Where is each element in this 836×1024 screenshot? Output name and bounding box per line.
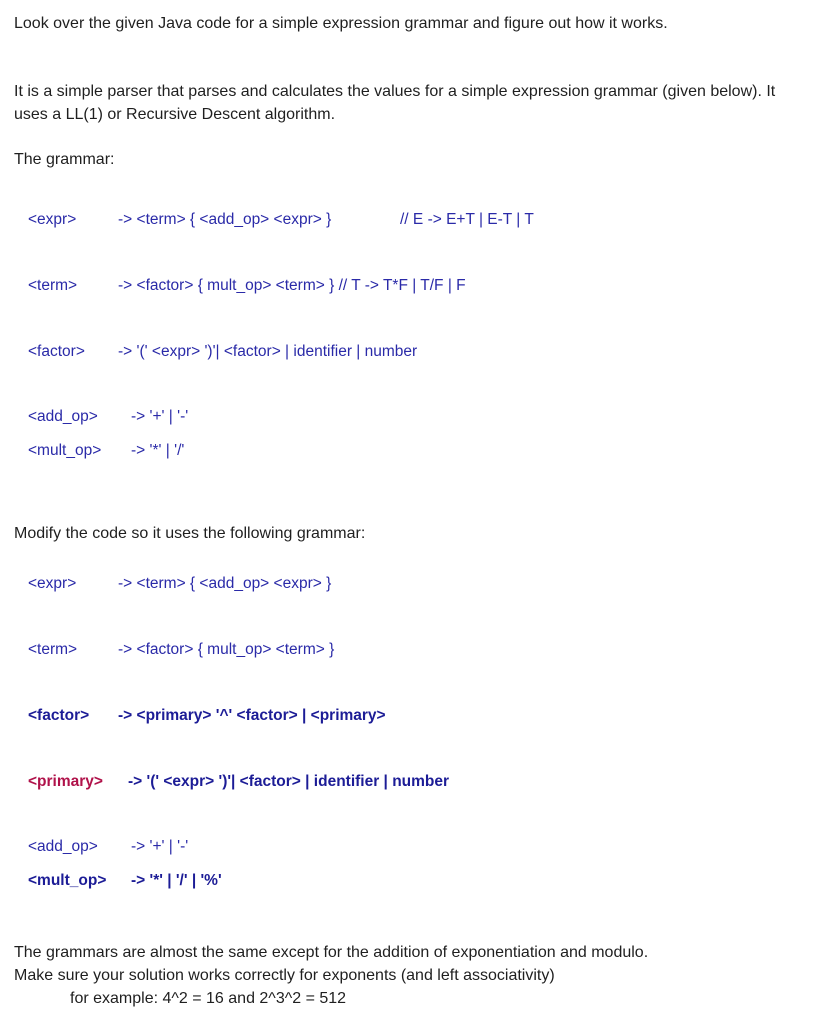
g1-multop-name: <mult_op>	[28, 442, 102, 459]
grammar-heading: The grammar:	[14, 151, 115, 168]
g1-addop-name: <add_op>	[28, 408, 98, 425]
description-line-1: It is a simple parser that parses and calculates the values for a simple expression grammar (given below). It	[14, 83, 776, 100]
closing-line-2: Make sure your solution works correctly for exponents (and left associativity)	[14, 967, 555, 984]
g1-term-name: <term>	[28, 277, 78, 294]
g1-addop-rule: -> '+' | '-'	[131, 408, 189, 425]
g2-addop-name: <add_op>	[28, 838, 98, 855]
g2-primary-rule: -> '(' <expr> ')'| <factor> | identifier | number	[128, 773, 450, 790]
g1-factor-rule: -> '(' <expr> ')'| <factor> | identifier | number	[118, 343, 418, 360]
g2-multop-name: <mult_op>	[28, 872, 107, 889]
modify-heading: Modify the code so it uses the following grammar:	[14, 525, 366, 542]
g2-expr-rule: -> <term> { <add_op> <expr> }	[118, 575, 332, 592]
description-line-2: uses a LL(1) or Recursive Descent algorithm.	[14, 106, 336, 123]
closing-line-1: The grammars are almost the same except for the addition of exponentiation and modulo.	[14, 944, 649, 961]
g2-addop-rule: -> '+' | '-'	[131, 838, 189, 855]
g1-expr-name: <expr>	[28, 211, 77, 228]
g1-expr-comment: // E -> E+T | E-T | T	[400, 211, 534, 228]
g2-term-rule: -> <factor> { mult_op> <term> }	[118, 641, 335, 658]
g1-multop-rule: -> '*' | '/'	[131, 442, 185, 459]
g1-term-rule: -> <factor> { mult_op> <term> } // T -> T*F | T/F | F	[118, 277, 466, 294]
g2-multop-rule: -> '*' | '/' | '%'	[131, 872, 222, 889]
g1-expr-rule: -> <term> { <add_op> <expr> }	[118, 211, 332, 228]
closing-example: for example: 4^2 = 16 and 2^3^2 = 512	[70, 990, 347, 1007]
g2-primary-name: <primary>	[28, 773, 103, 790]
g2-term-name: <term>	[28, 641, 78, 658]
intro-line: Look over the given Java code for a simple expression grammar and figure out how it works.	[14, 15, 668, 32]
g1-factor-name: <factor>	[28, 343, 85, 360]
g2-expr-name: <expr>	[28, 575, 77, 592]
g2-factor-name: <factor>	[28, 707, 90, 724]
g2-factor-rule: -> <primary> '^' <factor> | <primary>	[118, 707, 386, 724]
